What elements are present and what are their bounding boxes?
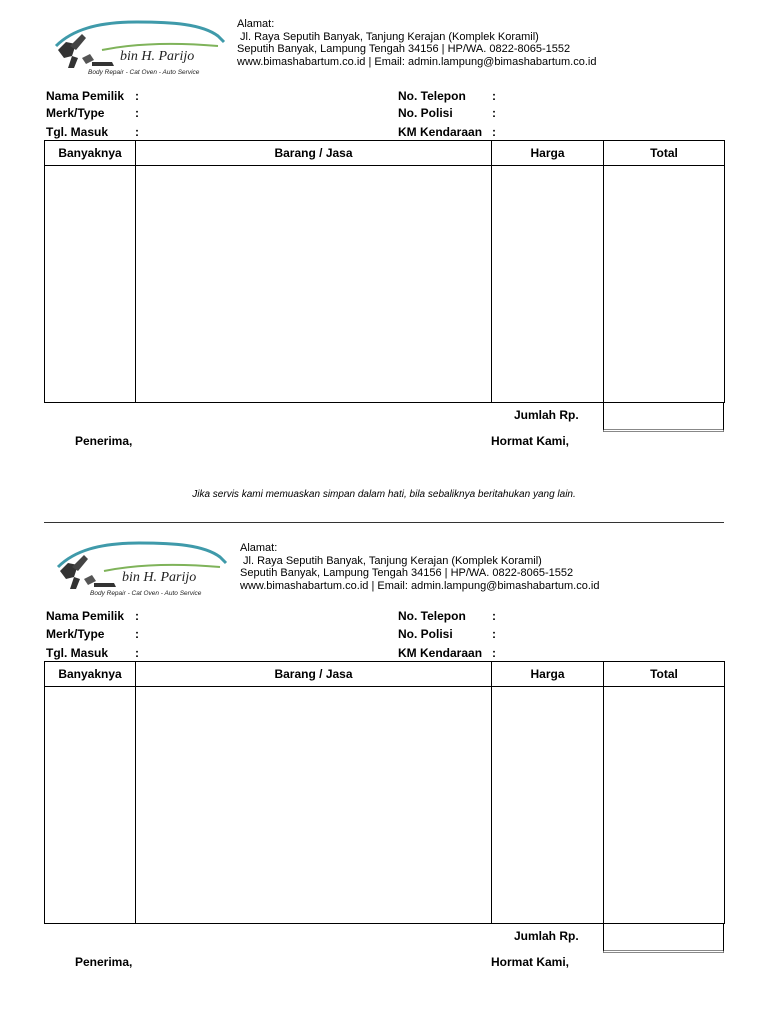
penerima-label: Penerima, [75,955,133,969]
nama-pemilik-colon: : [135,89,139,103]
merk-type-label: Merk/Type [46,627,105,641]
no-polisi-label: No. Polisi [398,627,453,641]
footer-note: Jika servis kami memuaskan simpan dalam hati, bila sebaliknya beritahukan yang lain. [192,489,576,500]
nama-pemilik-colon: : [135,609,139,623]
alamat-label: Alamat: [240,542,278,554]
address-line-1: Jl. Raya Seputih Banyak, Tanjung Kerajan (Komplek Koramil) [237,30,539,43]
col-harga: Harga [492,662,604,687]
banyaknya-cell[interactable] [45,687,136,924]
no-telepon-label: No. Telepon [398,609,466,623]
address-line-2: Seputih Banyak, Lampung Tengah 34156 | HP/WA. 0822-8065-1552 [237,43,571,55]
nama-pemilik-label: Nama Pemilik [46,609,125,623]
logo-bin-text: bin H. Parijo [120,49,195,64]
address-block [240,542,599,592]
total-cell[interactable] [604,166,725,403]
harga-cell[interactable] [492,687,604,924]
merk-type-label: Merk/Type [46,106,105,120]
table-header-row [45,141,725,166]
km-kendaraan-label: KM Kendaraan [398,125,483,139]
invoice-copy-1 [0,0,768,500]
jumlah-box[interactable] [603,924,724,953]
barang-jasa-cell[interactable] [136,687,492,924]
merk-type-colon: : [135,627,139,641]
contact-line: www.bimashabartum.co.id | Email: admin.lampung@bimashabartum.co.id [237,55,597,68]
jumlah-label: Jumlah Rp. [514,929,579,943]
no-polisi-colon: : [492,627,496,641]
contact-line: www.bimashabartum.co.id | Email: admin.lampung@bimashabartum.co.id [240,579,600,592]
no-polisi-colon: : [492,106,496,120]
tgl-masuk-label: Tgl. Masuk [46,646,109,660]
no-telepon-colon: : [492,89,496,103]
col-barang-jasa: Barang / Jasa [136,141,492,166]
car-logo-icon [42,16,227,80]
banyaknya-cell[interactable] [45,166,136,403]
invoice-copy-2 [0,521,768,1024]
no-polisi-label: No. Polisi [398,106,453,120]
harga-cell[interactable] [492,166,604,403]
km-kendaraan-label: KM Kendaraan [398,646,483,660]
hormat-kami-label: Hormat Kami, [491,434,570,448]
logo-bin-text: bin H. Parijo [122,570,197,585]
car-logo-icon [44,537,229,601]
table-body-row [45,166,725,403]
col-total: Total [604,662,725,687]
logo-tagline: Body Repair - Cat Oven - Auto Service [88,69,200,76]
table-body-row [45,687,725,924]
no-telepon-colon: : [492,609,496,623]
no-telepon-label: No. Telepon [398,89,466,103]
km-kendaraan-colon: : [492,125,496,139]
alamat-label: Alamat: [237,18,275,30]
jumlah-box[interactable] [603,403,724,432]
nama-pemilik-label: Nama Pemilik [46,89,125,103]
merk-type-colon: : [135,106,139,120]
table-header-row [45,662,725,687]
address-line-2: Seputih Banyak, Lampung Tengah 34156 | HP/WA. 0822-8065-1552 [240,567,574,579]
barang-jasa-cell[interactable] [136,166,492,403]
col-barang-jasa: Barang / Jasa [136,662,492,687]
tgl-masuk-label: Tgl. Masuk [46,125,109,139]
total-cell[interactable] [604,687,725,924]
items-table [44,140,725,403]
logo-tagline: Body Repair - Cat Oven - Auto Service [90,590,202,597]
col-harga: Harga [492,141,604,166]
km-kendaraan-colon: : [492,646,496,660]
address-block [237,18,596,68]
penerima-label: Penerima, [75,434,133,448]
col-total: Total [604,141,725,166]
jumlah-label: Jumlah Rp. [514,408,579,422]
address-line-1: Jl. Raya Seputih Banyak, Tanjung Kerajan (Komplek Koramil) [240,554,542,567]
items-table [44,661,725,924]
col-banyaknya: Banyaknya [45,141,136,166]
col-banyaknya: Banyaknya [45,662,136,687]
tgl-masuk-colon: : [135,125,139,139]
tgl-masuk-colon: : [135,646,139,660]
hormat-kami-label: Hormat Kami, [491,955,570,969]
